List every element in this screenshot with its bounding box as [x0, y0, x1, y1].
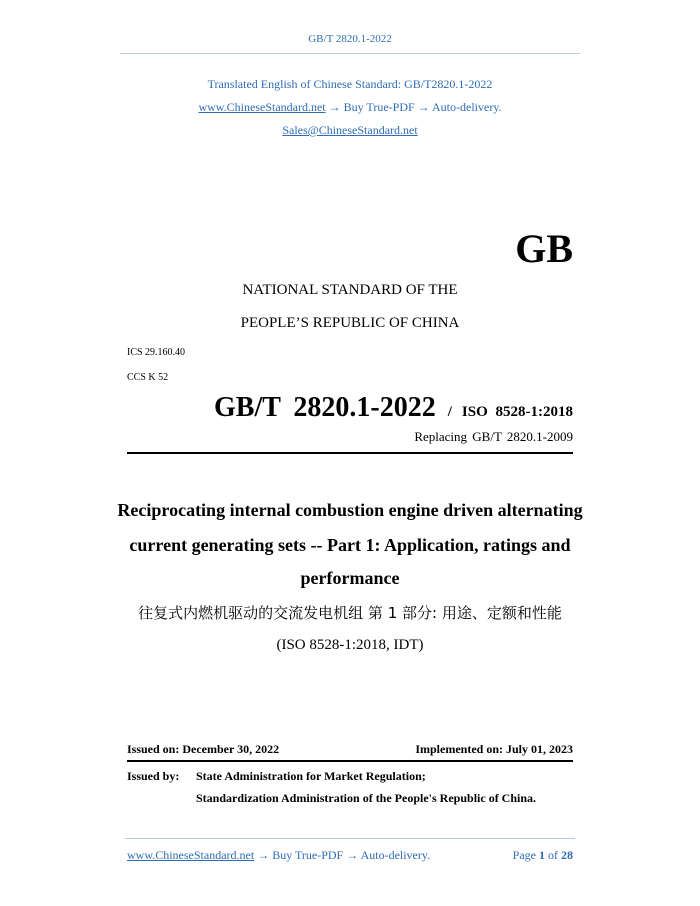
- national-standard-line2: PEOPLE’S REPUBLIC OF CHINA: [240, 315, 460, 331]
- footer-divider: [125, 838, 575, 839]
- national-standard-line1: NATIONAL STANDARD OF THE: [242, 282, 458, 298]
- slash: /: [447, 404, 452, 420]
- title-line-3: performance: [300, 568, 400, 588]
- chinese-title: 往复式内燃机驱动的交流发电机组 第 1 部分: 用途、定额和性能: [138, 604, 562, 622]
- iso-reference: ISO 8528-1:2018: [461, 404, 573, 420]
- title-rule: [127, 452, 573, 454]
- issuer-2: Standardization Administration of the People's Republic of China.: [196, 791, 537, 805]
- page-indicator: [513, 848, 573, 863]
- running-header: GB/T 2820.1-2022: [308, 33, 392, 45]
- page-number: 1: [539, 848, 545, 862]
- promo-line: [0, 100, 700, 115]
- issued-on: Issued on: December 30, 2022: [127, 742, 280, 756]
- site-link[interactable]: www.ChineseStandard.net: [198, 100, 326, 114]
- gb-mark: GB: [515, 226, 573, 271]
- issue-rule: [127, 760, 573, 762]
- of-label: of: [548, 848, 558, 862]
- header-divider: [120, 53, 580, 54]
- page-label: Page: [512, 848, 536, 862]
- footer-promo: [127, 848, 430, 863]
- title-line-2: current generating sets -- Part 1: Application, ratings and: [129, 535, 571, 555]
- email-line: [0, 123, 700, 138]
- replacing-note: Replacing GB/T 2820.1-2009: [414, 429, 573, 444]
- footer-buy-text: → Buy True-PDF → Auto-delivery.: [257, 848, 431, 862]
- ccs-code: CCS K 52: [127, 372, 169, 383]
- translation-notice: Translated English of Chinese Standard: GB/T2820.1-2022: [207, 77, 493, 91]
- iso-equivalence: (ISO 8528-1:2018, IDT): [276, 637, 424, 653]
- issued-by-label: Issued by:: [127, 769, 180, 783]
- standard-number-line: [214, 392, 573, 424]
- footer-site-link[interactable]: www.ChineseStandard.net: [127, 848, 255, 862]
- buy-text: → Buy True-PDF → Auto-delivery.: [328, 100, 502, 114]
- title-line-1: Reciprocating internal combustion engine driven alternating: [117, 500, 583, 520]
- total-pages: 28: [561, 848, 573, 862]
- standard-number: GB/T 2820.1-2022: [214, 392, 436, 423]
- email-link[interactable]: Sales@ChineseStandard.net: [282, 123, 418, 137]
- ics-code: ICS 29.160.40: [127, 347, 186, 358]
- issuer-1: State Administration for Market Regulation;: [196, 769, 426, 783]
- implemented-on: Implemented on: July 01, 2023: [415, 742, 573, 756]
